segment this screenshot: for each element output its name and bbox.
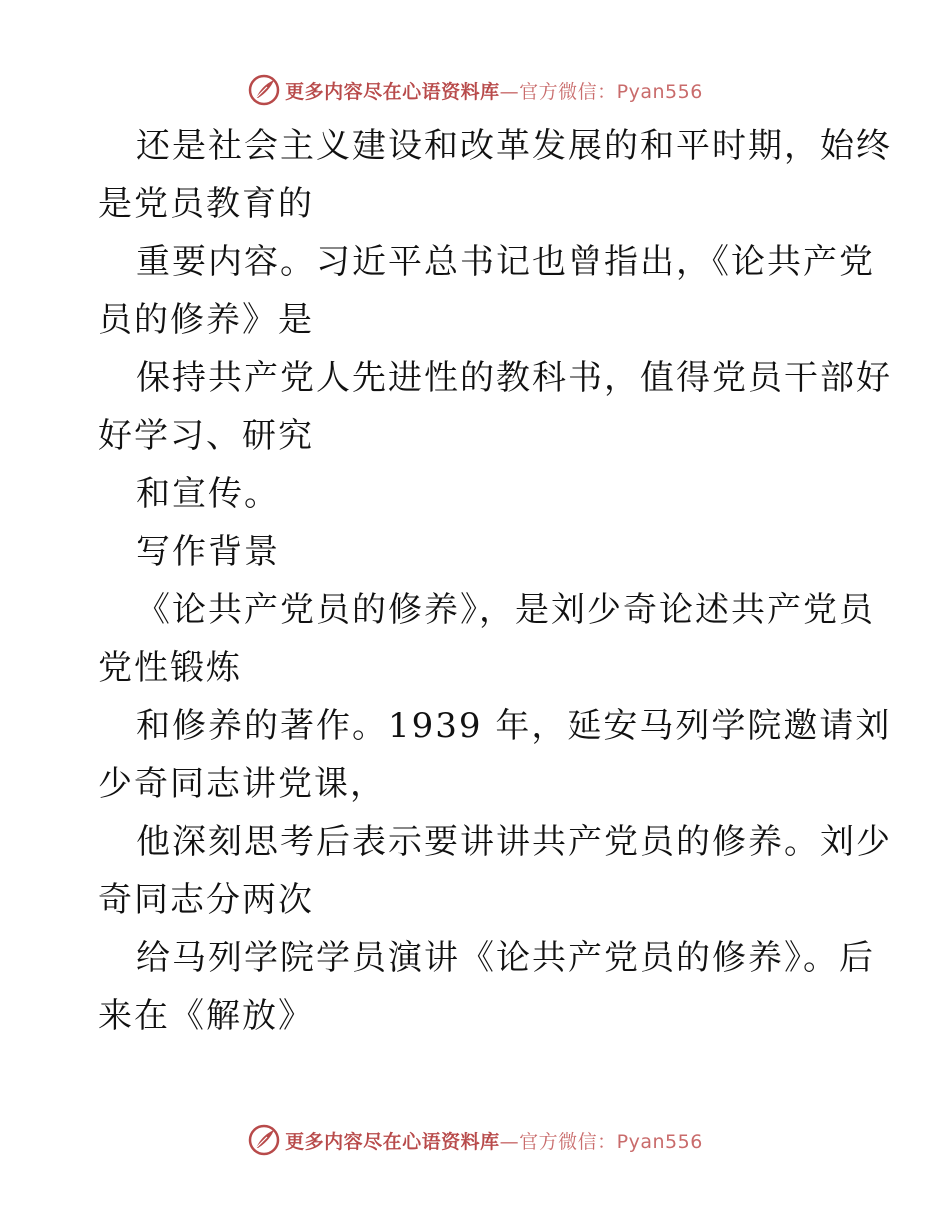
footer-watermark <box>0 1120 950 1160</box>
text-line: 少奇同志讲党课， <box>98 764 386 804</box>
header-watermark <box>0 70 950 110</box>
feather-pen-logo-icon <box>247 73 281 107</box>
section-heading: 写作背景 <box>136 532 280 572</box>
watermark-text <box>285 77 703 104</box>
watermark-sub-text: —官方微信：Pyan556 <box>499 80 703 103</box>
text-line: 保持共产党人先进性的教科书，值得党员干部好 <box>136 358 892 398</box>
text-line: 和宣传。 <box>136 474 280 514</box>
feather-pen-logo-icon <box>247 1123 281 1157</box>
watermark-main-text: 更多内容尽在心语资料库 <box>285 1130 500 1153</box>
text-line: 党性锻炼 <box>98 648 242 688</box>
text-line: 给马列学院学员演讲《论共产党员的修养》。后 <box>136 938 875 978</box>
text-line: 他深刻思考后表示要讲讲共产党员的修养。刘少 <box>136 822 892 862</box>
watermark-main-text: 更多内容尽在心语资料库 <box>285 80 500 103</box>
watermark-text <box>285 1127 703 1154</box>
text-line: 是党员教育的 <box>98 184 314 224</box>
watermark-sub-text: —官方微信：Pyan556 <box>499 1130 703 1153</box>
document-body <box>98 117 892 1045</box>
text-line: 员的修养》是 <box>98 300 314 340</box>
text-line: 重要内容。习近平总书记也曾指出，《论共产党 <box>136 242 875 282</box>
text-line: 好学习、研究 <box>98 416 314 456</box>
text-line: 奇同志分两次 <box>98 880 314 920</box>
text-line: 《论共产党员的修养》，是刘少奇论述共产党员 <box>136 590 875 630</box>
text-line: 来在《解放》 <box>98 996 314 1036</box>
text-line: 还是社会主义建设和改革发展的和平时期，始终 <box>136 126 892 166</box>
text-line: 和修养的著作。1939 年，延安马列学院邀请刘 <box>136 706 892 746</box>
